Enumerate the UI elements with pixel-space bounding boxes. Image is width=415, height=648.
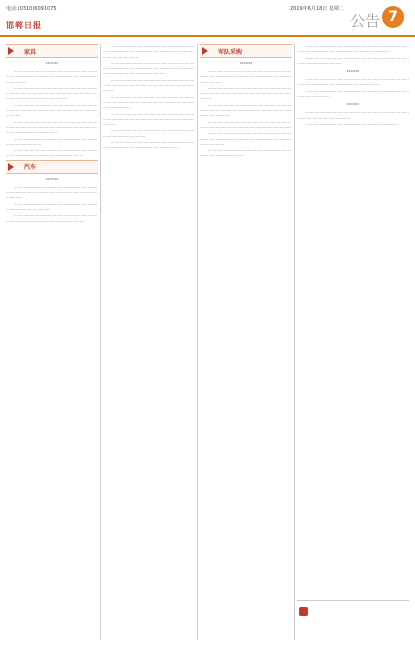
- section-arrow-icon: [202, 47, 208, 55]
- announcement-body: [6, 69, 98, 159]
- announcement-paragraph: ········································································································································································: [103, 94, 195, 111]
- section-header: [6, 160, 98, 174]
- announcement-paragraph: ····································································································································································: [200, 69, 292, 85]
- announcement-paragraph: ·················································································································································: [200, 119, 292, 130]
- announcement-headline: ······: [346, 102, 360, 109]
- announcement-paragraph: ··········································································································································································: [200, 102, 292, 119]
- announcement-paragraph: ········································································································: [103, 128, 195, 139]
- announcement-headline: ······: [239, 61, 253, 67]
- newspaper-title: 邯郸日报: [6, 20, 42, 30]
- announcement-paragraph: ·····························································································································································: [6, 102, 98, 119]
- announcement-paragraph: ·····································································································································································: [200, 131, 292, 147]
- announcement-paragraph: ····························································································································································································: [6, 119, 98, 136]
- announcement-paragraph: ··································································································································································: [6, 69, 98, 85]
- announcement-paragraph: ·····································································································································: [6, 148, 98, 159]
- column-1: [6, 44, 98, 225]
- masthead-meta: [290, 6, 344, 13]
- announcement-headline: ······: [45, 61, 59, 67]
- announcement-paragraph: ···························································································································: [297, 55, 409, 66]
- masthead: [0, 0, 415, 40]
- column-divider: [197, 44, 198, 640]
- column-4: [297, 44, 409, 128]
- announcement-body: [297, 110, 409, 127]
- announcement-paragraph: ·····································································································································································································: [103, 60, 195, 77]
- section-header: [6, 44, 98, 58]
- announcement-paragraph: ·········································································································: [200, 148, 292, 159]
- column-divider: [294, 44, 295, 640]
- announcement-paragraph: ····································································································································································································: [6, 85, 98, 102]
- section-label: 军队采购: [218, 48, 243, 56]
- section-label: 家具: [24, 48, 37, 56]
- issue-date: 2019年6月18日 星期二: [290, 6, 344, 12]
- column-3: [200, 44, 292, 160]
- page-number-badge: 7: [382, 6, 404, 28]
- announcement-paragraph: ···························································································································································: [200, 85, 292, 102]
- announcement-paragraph: ·················································································································: [297, 88, 409, 100]
- announcement-paragraph: ···························································································································································: [103, 111, 195, 128]
- section-label: 汽车: [24, 164, 37, 172]
- announcement-paragraph: ···································································································································································: [297, 44, 409, 55]
- announcement-paragraph: ··············································································: [305, 121, 400, 127]
- brand-logo: [299, 607, 308, 616]
- announcement-body: [200, 69, 292, 159]
- announcement-paragraph: ···································································································································: [103, 140, 195, 151]
- announcement-paragraph: ··························································································································································: [103, 77, 195, 94]
- footer-brand-box: [297, 600, 409, 637]
- announcement-paragraph: ···············································································································································································: [103, 44, 195, 60]
- announcement-body: [297, 44, 409, 66]
- announcement-paragraph: ·······························································································································································: [6, 184, 98, 201]
- section-name: 公告: [350, 12, 381, 30]
- column-2: [103, 44, 195, 152]
- section-arrow-icon: [8, 47, 14, 55]
- header-rule: [0, 35, 415, 37]
- masthead-contact: [6, 6, 57, 13]
- announcement-paragraph: ··································································································································: [297, 110, 409, 121]
- announcement-paragraph: ··································································································: [6, 136, 98, 147]
- section-arrow-icon: [8, 163, 14, 171]
- announcement-body: [103, 44, 195, 151]
- announcement-body: [297, 77, 409, 99]
- announcement-headline: ······: [45, 176, 59, 183]
- announcement-headline: ······: [346, 69, 360, 76]
- announcement-paragraph: ······································································································································: [6, 213, 98, 224]
- announcement-paragraph: ···························································································································································: [297, 77, 409, 88]
- masthead-phone: 电话:(0310)6091075: [6, 6, 57, 12]
- announcement-body: [6, 185, 98, 224]
- section-header: [200, 44, 292, 58]
- column-divider: [100, 44, 101, 640]
- announcement-paragraph: ·········································································································: [6, 201, 98, 212]
